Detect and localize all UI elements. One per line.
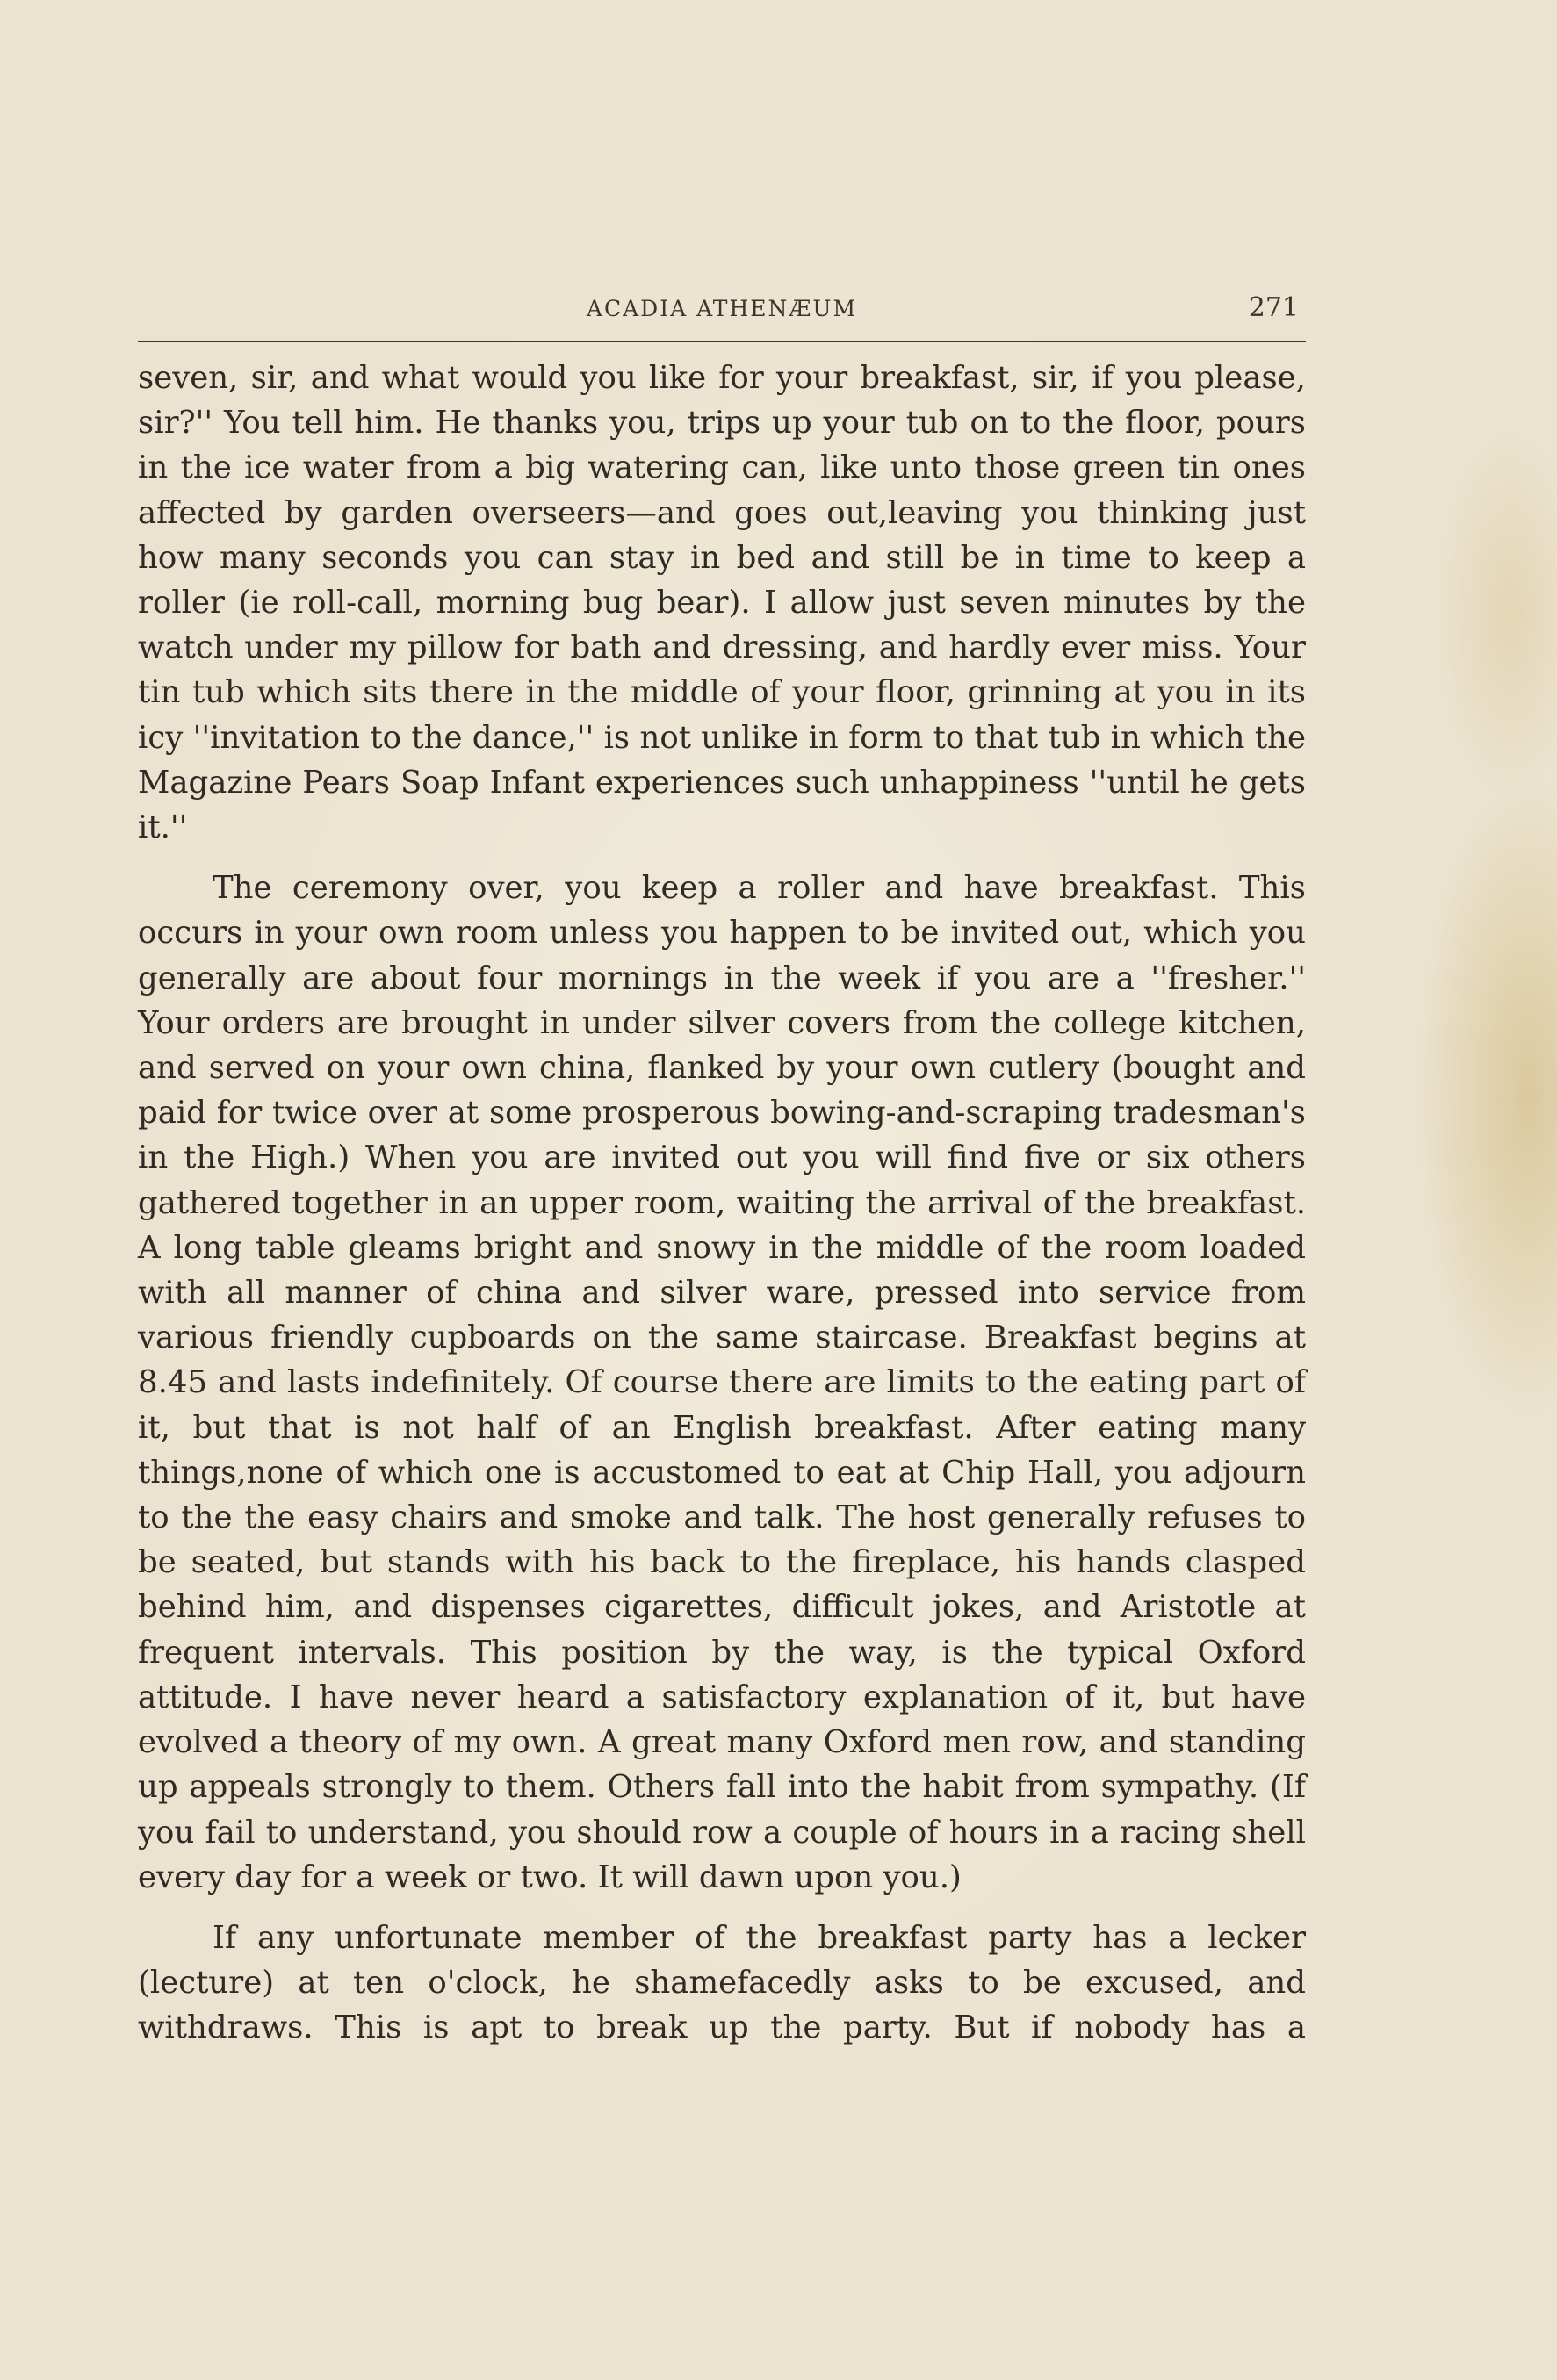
paragraph-2: The ceremony over, you keep a roller and have breakfast. This occurs in your own room unless you happen to be invited out, which you generally are about four mornings in the week if you are a ''fresher.'' Your orders are brought in under silver covers from the college kitchen, and served on your own china, flanked by your own cutlery (bought and paid for twice over at some prosperous bowing-and-scraping tradesman's in the High.) When you are invited out you will find five or six others gathered together in an upper room, waiting the arrival of the breakfast. A long table gleams bright and snowy in the middle of the room loaded with all manner of china and silver ware, pressed into service from various friendly cupboards on the same staircase. Breakfast begins at 8.45 and lasts indefinitely. Of course there are limits to the eating part of it, but that is not half of an English breakfast. After eating many things,none of which one is accustomed to eat at Chip Hall, you adjourn to the the easy chairs and smoke and talk. The host generally refuses to be seated, but stands with his back to the fireplace, his hands clasped behind him, and dispenses cigarettes, difficult jokes, and Aristotle at frequent intervals. This position by the way, is the typical Oxford attitude. I have never heard a satisfactory explanation of it, but have evolved a theory of my own. A great many Oxford men row, and standing up appeals strongly to them. Others fall into the habit from sympathy. (If you fail to understand, you should row a couple of hours in a racing shell every day for a week or two. It will dawn upon you.) [138, 870, 1306, 1895]
paragraph-1: seven, sir, and what would you like for your breakfast, sir, if you please, sir?'' You tell him. He thanks you, trips up your tub on to the floor, pours in the ice water from a big watering can, like unto those green tin ones affected by garden overseers—and goes out,leaving you thinking just how many seconds you can stay in bed and still be in time to keep a roller (ie roll-call, morning bug bear). I allow just seven minutes by the watch under my pillow for bath and dressing, and hardly ever miss. Your tin tub which sits there in the middle of your floor, grinning at you in its icy ''invitation to the dance,'' is not unlike in form to that tub in which the Magazine Pears Soap Infant experiences such unhappiness ''until he gets it.'' [138, 360, 1306, 846]
page-number: 271 [1248, 292, 1299, 323]
page-header [138, 292, 1306, 342]
paragraph-3: If any unfortunate member of the breakfast party has a lecker (lecture) at ten o'clock, he shamefacedly asks to be excused, and withdraws. This is apt to break up the party. But if nobody has a [138, 1919, 1306, 2046]
running-head: ACADIA ATHENÆUM [586, 296, 858, 321]
body-text [138, 356, 1306, 2067]
